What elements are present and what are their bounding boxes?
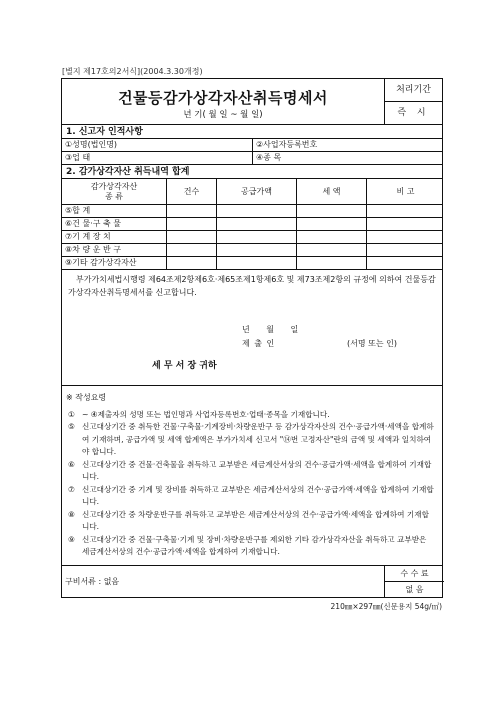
count-header: 건수: [166, 179, 216, 204]
signature-label: (서명 또는 인): [347, 339, 397, 348]
asset-row-label: ⑧차 량 운 반 구: [65, 245, 121, 254]
tax-amount-cell: [296, 231, 366, 243]
fee-box: [384, 566, 444, 597]
tax-amount-cell: [296, 205, 366, 217]
processing-period-label: 처리기간: [385, 79, 442, 102]
count-cell: [166, 244, 216, 256]
declaration-date: 년 월 일: [242, 325, 299, 334]
footer-area: [62, 566, 442, 597]
supply-value-cell: [216, 218, 296, 230]
asset-row-vehicles: [62, 244, 442, 257]
note-item: [62, 484, 442, 509]
attachments-label: 구비서류 : 없음: [65, 577, 120, 586]
tax-amount-cell: [296, 244, 366, 256]
note-lead: ①: [68, 409, 75, 419]
paper-size-note: 210㎜×297㎜(신문용지 54g/㎡): [330, 602, 442, 611]
note-text: 신고대상기간 중 건물·구축물·기계 및 장비·차량운반구를 제외한 기타 감가상각자산을 취득하고 교부받은 세금계산서상의 건수·공급가액·세액을 합계하여 기재합니다.: [82, 534, 427, 556]
business-reg-no-label: ②사업자등록번호: [252, 139, 444, 151]
notes-title: ※ 작성요령: [66, 393, 107, 402]
note-item: [62, 421, 442, 459]
note-text: 신고대상기간 중 차량운반구를 취득하고 교부받은 세금계산서상의 건수·공급가액·세액을 합계하여 기재합니다.: [82, 509, 429, 531]
supply-value-cell: [216, 205, 296, 217]
remarks-cell: [366, 218, 444, 230]
note-item: [62, 534, 442, 559]
asset-row-label: ⑤합 계: [65, 206, 91, 215]
note-lead: ⑨: [68, 534, 75, 544]
asset-type-header-line2: 종 류: [105, 192, 123, 201]
note-item: [62, 409, 442, 422]
remarks-cell: [366, 205, 444, 217]
section1-header: [62, 125, 442, 139]
note-item: [62, 459, 442, 484]
name-label: ①성명(법인명): [65, 140, 118, 149]
processing-period-box: [384, 79, 442, 125]
count-cell: [166, 205, 216, 217]
remarks-header: 비 고: [366, 179, 444, 204]
addressee: 세 무 서 장 귀하: [152, 361, 217, 371]
asset-type-header-line1: 감가상각자산: [90, 182, 138, 191]
processing-period-value: 즉 시: [397, 108, 430, 118]
remarks-cell: [366, 257, 444, 269]
section2-header: [62, 165, 442, 179]
asset-row-label: ⑨기타 감가상각자산: [65, 258, 137, 267]
note-text: 신고대상기간 중 건물·건축물을 취득하고 교부받은 세금계산서상의 건수·공급가액·세액을 합계하여 기재합니다.: [82, 459, 432, 481]
tax-amount-cell: [296, 257, 366, 269]
asset-row-total: [62, 205, 442, 218]
fee-label: 수 수 료: [385, 566, 444, 582]
declaration-text: 부가가치세법시행령 제64조제2항제6호·제65조제1항제6호 및 제73조제2항의 규정에 의하여 건물등감가상각자산취득명세서를 신고합니다.: [68, 275, 436, 297]
submitter-label: 제 출 인: [242, 339, 276, 348]
note-text: ~ ④제출자의 성명 또는 법인명과 사업자등록번호·업태·종목을 기재합니다.: [82, 409, 330, 419]
section1-title: 1. 신고자 인적사항: [66, 127, 143, 137]
form-title: 건물등감가상각자산취득명세서: [118, 89, 328, 107]
supply-value-cell: [216, 231, 296, 243]
remarks-cell: [366, 231, 444, 243]
fee-value: 없 음: [405, 585, 424, 594]
notes-area: [62, 386, 442, 566]
form-number: [별지 제17호의2서식](2004.3.30개정): [62, 67, 203, 76]
business-item-label: ④종 목: [252, 152, 444, 164]
tax-amount-header: 세 액: [296, 179, 366, 204]
asset-row-buildings: [62, 218, 442, 231]
count-cell: [166, 218, 216, 230]
note-lead: ⑧: [68, 509, 75, 519]
asset-type-header: [62, 179, 166, 204]
period-line: 년 기( 월 일 ~ 월 일): [183, 110, 263, 120]
count-cell: [166, 257, 216, 269]
declaration-area: [62, 270, 442, 386]
supply-value-cell: [216, 244, 296, 256]
asset-row-label: ⑥건 물·구 축 물: [65, 219, 121, 228]
supply-value-cell: [216, 257, 296, 269]
asset-row-label: ⑦기 계 장 치: [65, 232, 111, 241]
note-item: [62, 509, 442, 534]
note-lead: ⑤: [68, 422, 75, 431]
asset-row-other: [62, 257, 442, 270]
count-cell: [166, 231, 216, 243]
section1-row-1: [62, 139, 442, 152]
form-container: [61, 78, 443, 598]
tax-amount-cell: [296, 218, 366, 230]
asset-table-header: [62, 179, 442, 205]
section1-row-2: [62, 152, 442, 165]
title-area: [62, 79, 442, 125]
note-lead: ⑦: [68, 484, 75, 494]
supply-value-header: 공급가액: [216, 179, 296, 204]
asset-row-machinery: [62, 231, 442, 244]
section2-title: 2. 감가상각자산 취득내역 합계: [66, 167, 190, 177]
note-lead: ⑥: [68, 459, 75, 469]
note-text: 신고대상기간 중 기계 및 장비를 취득하고 교부받은 세금계산서상의 건수·공급가액·세액을 합계하여 기재합니다.: [82, 484, 434, 506]
remarks-cell: [366, 244, 444, 256]
note-text: 신고대상기간 중 취득한 건물·구축물·기계장비·차량운반구 등 감가상각자산의 건수·공급가액·세액을 합계하여 기재하며, 공급가액 및 세액 합계액은 부가가치세 신고서 "⑭번 고정자산"란의 금액 및 세액과 일치하여야 합니다.: [82, 422, 434, 456]
business-type-label: ③업 태: [65, 153, 91, 162]
